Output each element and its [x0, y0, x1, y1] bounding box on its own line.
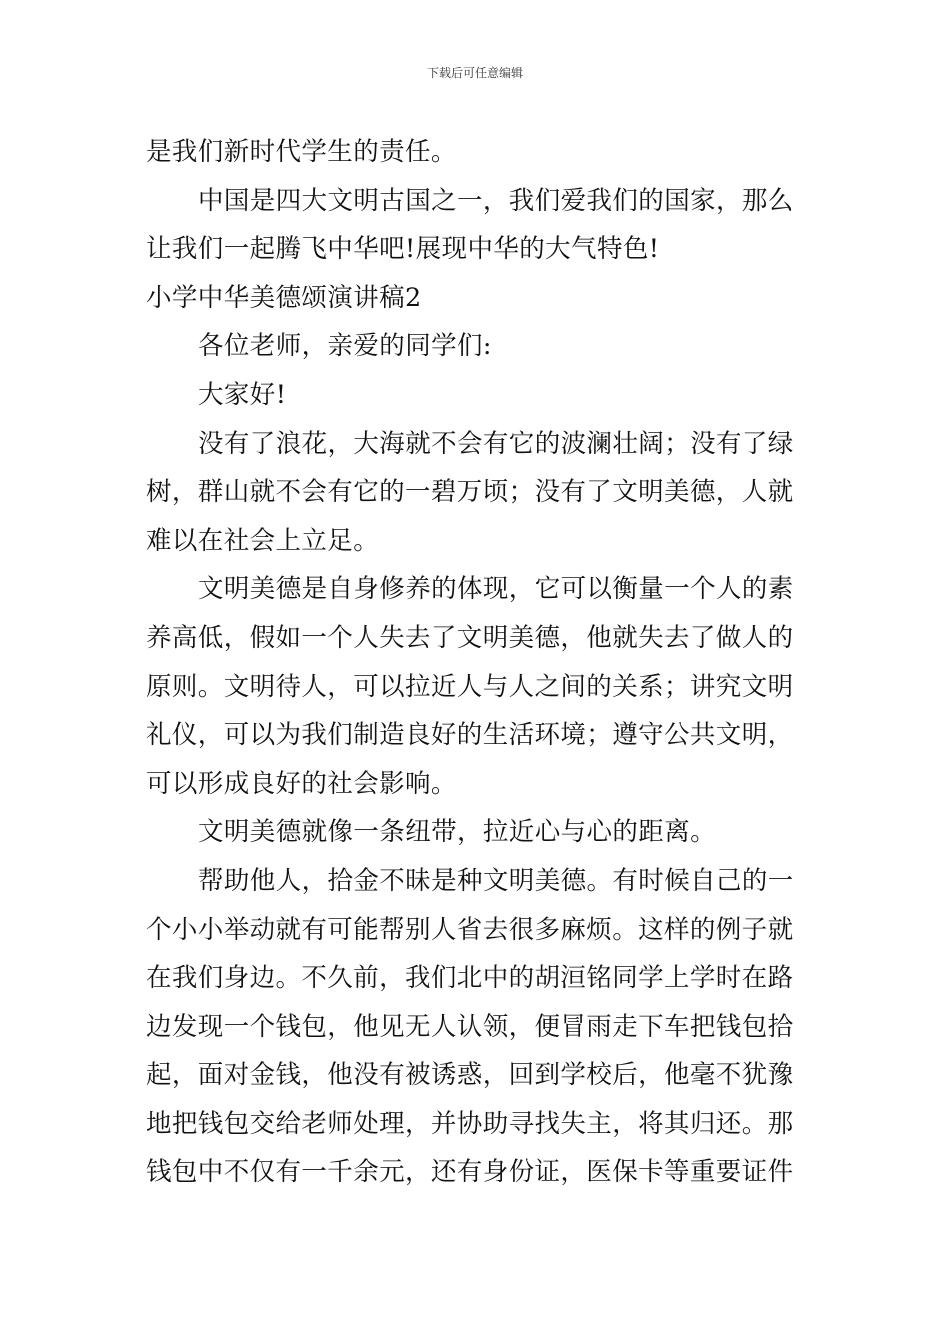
text-line: 可以形成良好的社会影响。: [146, 768, 457, 799]
section-title: 小学中华美德颂演讲稿2: [146, 282, 422, 313]
text-line: 原则。文明待人，可以拉近人与人之间的关系；讲究文明: [146, 671, 794, 702]
text-line: 钱包中不仅有一千余元，还有身份证，医保卡等重要证件: [146, 1157, 794, 1188]
text-line: 养高低，假如一个人失去了文明美德，他就失去了做人的: [146, 622, 794, 653]
greeting: 大家好!: [198, 379, 287, 410]
text-line: 地把钱包交给老师处理，并协助寻找失主，将其归还。那: [146, 1108, 794, 1139]
page-header: 下载后可任意编辑: [426, 66, 523, 80]
text-line: 边发现一个钱包，他见无人认领，便冒雨走下车把钱包拾: [146, 1011, 794, 1042]
text-line: 让我们一起腾飞中华吧!展现中华的大气特色!: [146, 234, 660, 265]
paragraph-line: 帮助他人，拾金不昧是种文明美德。有时候自己的一: [198, 865, 794, 896]
text-line: 礼仪，可以为我们制造良好的生活环境；遵守公共文明，: [146, 720, 794, 751]
text-line: 在我们身边。不久前，我们北中的胡洹铭同学上学时在路: [146, 963, 794, 994]
document-body: [146, 128, 806, 1197]
text-line: 树，群山就不会有它的一碧万顷；没有了文明美德，人就: [146, 477, 794, 508]
paragraph-line: 文明美德是自身修养的体现，它可以衡量一个人的素: [198, 574, 794, 605]
paragraph-line: 文明美德就像一条纽带，拉近心与心的距离。: [198, 817, 717, 848]
text-line: 个小小举动就有可能帮别人省去很多麻烦。这样的例子就: [146, 914, 794, 945]
paragraph-line: 中国是四大文明古国之一，我们爱我们的国家，那么: [198, 185, 794, 216]
text-line: 难以在社会上立足。: [146, 525, 380, 556]
text-line: 起，面对金钱，他没有被诱惑，回到学校后，他毫不犹豫: [146, 1060, 794, 1091]
paragraph-line: 没有了浪花，大海就不会有它的波澜壮阔；没有了绿: [198, 428, 794, 459]
text-line: 是我们新时代学生的责任。: [146, 137, 457, 167]
salutation: 各位老师，亲爱的同学们:: [198, 331, 492, 362]
